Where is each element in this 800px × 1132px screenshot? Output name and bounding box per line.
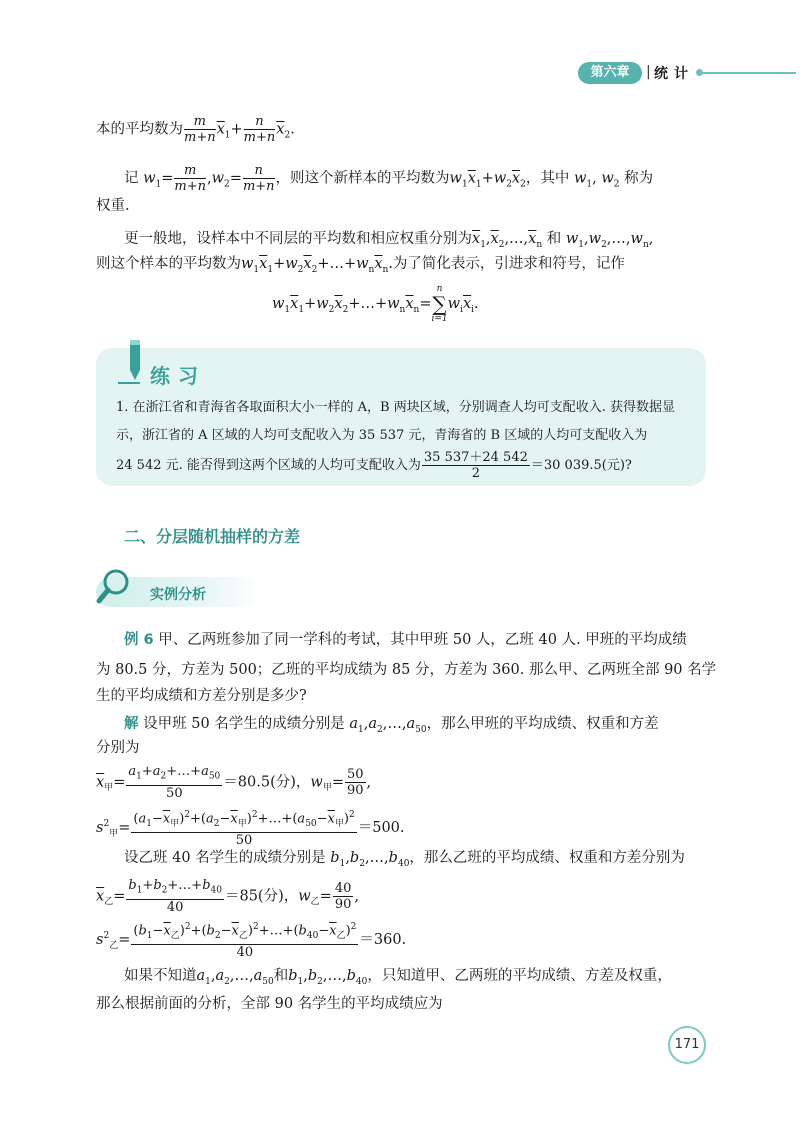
header-rule <box>700 72 796 74</box>
intro-text: ，则这个新样本的平均数为 <box>275 170 450 187</box>
fraction: $\frac{m}{m+n}$ <box>184 114 216 145</box>
equation-text: ＝500. <box>357 819 405 836</box>
fraction: $\frac{n}{m+n}$ <box>242 163 275 194</box>
intro-text: 称为 <box>624 170 654 187</box>
example-line-1 <box>124 630 687 650</box>
intro-text: .为了简化表示，引进求和符号，记作 <box>388 256 625 272</box>
fraction: $\frac{(b_1-\overline{x}_乙)^2+(b_2-\overline{x}_乙)^2+\dots+(b_{40}-\overline{x}_乙)^2}{40}$ <box>133 922 357 960</box>
intro-line-1: 本的平均数为 $\frac{m}{m+n}$ $\overline{x}_1+$ $\frac{n}{m+n}$ $\overline{x}_2$. <box>96 114 295 145</box>
last-line-1: 如果不知道$a_1,a_2,\dots,a_{50}$和$b_1,b_2,\dots,b_{40}$，只知道甲、乙两班的平均成绩、方差及权重， <box>124 968 672 987</box>
solution-line-1: 解 设甲班 50 名学生的成绩分别是 $a_1,a_2,\dots,a_{50}$，那么甲班的平均成绩、权重和方差 <box>124 716 659 735</box>
exercise-line-3 <box>116 450 632 481</box>
intro-line-5: 则这个样本的平均数为$w_1\overline{x}_1+w_2\overline{x}_2+\dots+w_n\overline{x}_n$.为了简化表示，引进求和符号，记作 <box>96 256 625 275</box>
chapter-header <box>578 62 800 86</box>
intro-text: 记 <box>124 170 139 187</box>
equation-mean-yi: $\overline{x}_乙=$ $\frac{b_1+b_2+\dots+b_{40}}{40}$ ＝85(分)，$w_乙=$ $\frac{40}{90}$ , <box>96 878 359 915</box>
exercise-text: 24 542 元. 能否得到这两个区域的人均可支配收入为 <box>116 458 421 473</box>
solution-text: ，只知道甲、乙两班的平均成绩、方差及权重， <box>367 968 672 984</box>
fraction: $\frac{35 537+24 542}{2}$ <box>423 450 528 481</box>
sum-formula: $w_1\overline{x}_1+w_2\overline{x}_2+\dots+w_n\overline{x}_n=$ n ∑ i=1 $w_i\overline{x}_i$. <box>272 284 479 324</box>
page-number: 171 <box>668 1026 706 1064</box>
solution-text: 设乙班 40 名学生的成绩分别是 <box>124 850 326 866</box>
fraction: $\frac{a_1+a_2+\dots+a_{50}}{50}$ <box>128 764 221 801</box>
chapter-title: 统计 <box>654 66 694 82</box>
intro-line-2: 记 $w_1=$ $\frac{m}{m+n}$ $,w_2=$ $\frac{n}{m+n}$ ，则这个新样本的平均数为$w_1\overline{x}_1+w_2\overline{x}_2$，其中 $w_1$, $w_2$ 称为 <box>124 163 654 194</box>
example-text: 甲、乙两班参加了同一学科的考试，其中甲班 50 人，乙班 40 人. 甲班的平均成绩 <box>158 632 687 648</box>
magnifier-icon <box>94 566 134 606</box>
example-line-3: 生的平均成绩和方差分别是多少? <box>96 688 307 704</box>
exercise-line-2: 示，浙江省的 A 区域的人均可支配收入为 35 537 元，青海省的 B 区域的人均可支配收入为 <box>116 428 648 443</box>
intro-text: 和 <box>546 231 562 247</box>
equation-text: ＝80.5(分)， <box>223 774 311 791</box>
exercise-text: ＝30 039.5(元)? <box>530 458 632 473</box>
fraction: $\frac{50}{90}$ <box>346 766 364 798</box>
intro-text: 更一般地，设样本中不同层的平均数和相应权重分别为 <box>124 231 472 247</box>
equation-variance-jia: $s^2_甲=$ $\frac{(a_1-\overline{x}_甲)^2+(a_2-\overline{x}_甲)^2+\dots+(a_{50}-\overline{x}_甲)^2}{50}$ ＝500. <box>96 810 405 848</box>
example-label: 例 6 <box>124 632 154 648</box>
equation-variance-yi: $s^2_乙=$ $\frac{(b_1-\overline{x}_乙)^2+(b_2-\overline{x}_乙)^2+\dots+(b_{40}-\overline{x}_乙)^2}{40}$ ＝360. <box>96 922 407 960</box>
last-line-2: 那么根据前面的分析，全部 90 名学生的平均成绩应为 <box>96 996 443 1012</box>
fraction: $\frac{m}{m+n}$ <box>174 163 207 194</box>
section-title: 二、分层随机抽样的方差 <box>124 527 301 546</box>
solution-text: 设甲班 50 名学生的成绩分别是 <box>143 716 345 732</box>
chapter-badge: 第六章 <box>578 62 642 84</box>
intro-line-3: 权重. <box>96 198 130 214</box>
pencil-icon <box>124 340 146 382</box>
equation-text: ＝360. <box>359 931 407 948</box>
header-separator: | <box>646 64 651 80</box>
intro-text: ，其中 <box>525 170 570 187</box>
solution-label: 解 <box>124 716 139 732</box>
fraction: $\frac{b_1+b_2+\dots+b_{40}}{40}$ <box>128 878 222 915</box>
solution-text: ，那么甲班的平均成绩、权重和方差 <box>426 716 659 732</box>
equation-text: ＝85(分)， <box>224 888 299 905</box>
exercise-underline <box>118 382 140 384</box>
fraction: $\frac{(a_1-\overline{x}_甲)^2+(a_2-\overline{x}_甲)^2+\dots+(a_{50}-\overline{x}_甲)^2}{50}$ <box>133 810 355 848</box>
intro-line-4: 更一般地，设样本中不同层的平均数和相应权重分别为$\overline{x}_1,\overline{x}_2,\dots,\overline{x}_n$ 和 $w_1,w_2,\dots,w_n$, <box>124 231 654 250</box>
intro-text: 本的平均数为 <box>96 121 183 138</box>
intro-text: 则这个样本的平均数为 <box>96 256 241 272</box>
solution-text: 如果不知道 <box>124 968 197 984</box>
equation-mean-jia: $\overline{x}_甲=$ $\frac{a_1+a_2+\dots+a_{50}}{50}$ ＝80.5(分)，$w_甲=$ $\frac{50}{90}$ , <box>96 764 372 801</box>
solution-text: ，那么乙班的平均成绩、权重和方差分别为 <box>409 850 685 866</box>
fraction: $\frac{n}{m+n}$ <box>243 114 276 145</box>
exercise-title: 练习 <box>150 364 206 388</box>
solution-text: 和 <box>273 968 289 984</box>
solution-line-2: 分别为 <box>96 740 140 756</box>
intro-text: . <box>290 121 295 138</box>
case-label: 实例分析 <box>150 587 206 603</box>
yi-line-1: 设乙班 40 名学生的成绩分别是 $b_1,b_2,\dots,b_{40}$，那么乙班的平均成绩、权重和方差分别为 <box>124 850 685 869</box>
fraction: $\frac{40}{90}$ <box>334 880 352 912</box>
exercise-line-1: 1. 在浙江省和青海省各取面积大小一样的 A，B 两块区域，分别调查人均可支配收入. 获得数据显 <box>116 400 676 415</box>
example-line-2: 为 80.5 分，方差为 500；乙班的平均成绩为 85 分，方差为 360. 那么甲、乙两班全部 90 名学 <box>96 662 717 678</box>
